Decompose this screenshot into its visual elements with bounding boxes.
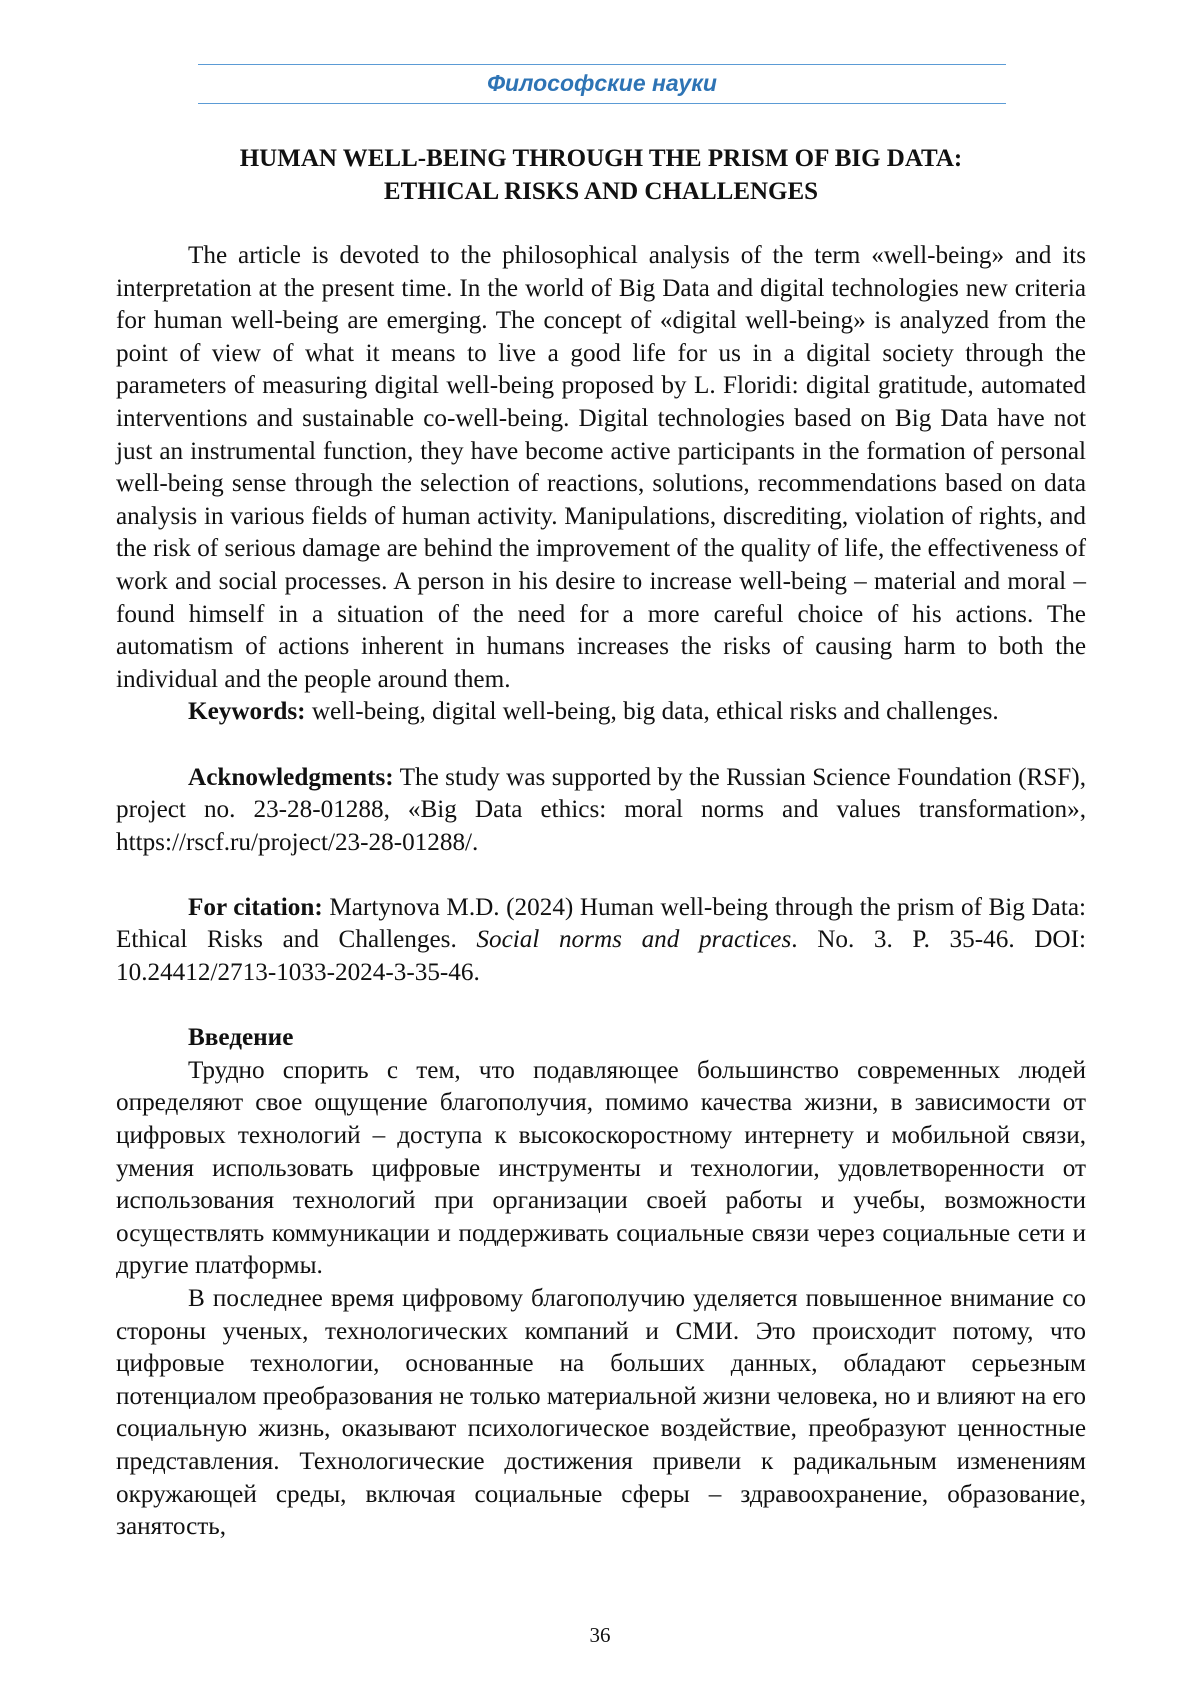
abstract-paragraph: The article is devoted to the philosophical analysis of the term «well-being» and its interpretation at the present time. In the world of Big Data and digital technologies new criteria for human well-being are emerging. The concept of «digital well-being» is analyzed from the point of view of what it means to live a good life for us in a digital society through the parameters of measuring digital well-being proposed by L. Floridi: digital gratitude, automated interventions and sustainable co-well-being. Digital technologies based on Big Data have not just an instrumental function, they have become active participants in the formation of personal well-being sense through the selection of reactions, solutions, recommendations based on data analysis in various fields of human activity. Manipulations, discrediting, violation of rights, and the risk of serious damage are behind the improvement of the quality of life, the effectiveness of work and social processes. A person in his desire to increase well-being – material and moral – found himself in a situation of the need for a more careful choice of his actions. The automatism of actions inherent in humans increases the risks of causing harm to both the individual and the people around them. [116, 242, 1086, 693]
title-line-1: HUMAN WELL-BEING THROUGH THE PRISM OF BIG DATA: [239, 145, 963, 172]
keywords-text: well-being, digital well-being, big data, ethical risks and challenges. [311, 698, 999, 726]
acknowledgments-paragraph [116, 762, 1086, 860]
citation-text-before: Martynova M.D. (2024) Human well-being through the prism of Big Data: Ethical Risks and Challenges. [116, 893, 1086, 954]
acknowledgments-label: Acknowledgments: [188, 763, 394, 791]
article-title [116, 142, 1086, 208]
citation-journal: Social norms and practices [476, 926, 792, 954]
citation-label: For citation: [188, 893, 323, 921]
acknowledgments-text: The study was supported by the Russian Science Foundation (RSF), project no. 23-28-01288, «Big Data ethics: moral norms and values transformation», https://rscf.ru/project/23-28-01288/. [116, 763, 1086, 856]
section-heading-introduction: Введение [188, 1024, 294, 1052]
intro-paragraph-2: В последнее время цифровому благополучию уделяется повышенное внимание со стороны ученых, технологических компаний и СМИ. Это происходит потому, что цифровые технологии, основанные на больших данных, обладают серьезным потенциалом преобразования не только материальной жизни человека, но и влияют на его социальную жизнь, оказывают психологическое воздействие, преобразуют ценностные представления. Технологические достижения привели к радикальным изменениям окружающей среды, включая социальные сферы – здравоохранение, образование, занятость, [116, 1285, 1086, 1541]
section-name: Философские науки [487, 70, 717, 96]
title-line-2: ETHICAL RISKS AND CHALLENGES [383, 178, 819, 205]
citation-text-after: . No. 3. P. 35-46. DOI: 10.24412/2713-1033-2024-3-35-46. [116, 926, 1086, 987]
running-header [198, 64, 1006, 104]
keywords-label: Keywords: [188, 698, 306, 726]
citation-paragraph [116, 892, 1086, 990]
article-body [116, 240, 1086, 1544]
page-number: 36 [589, 1623, 611, 1647]
intro-paragraph-1: Трудно спорить с тем, что подавляющее большинство современных людей определяют свое ощущение благополучия, помимо качества жизни, в зависимости от цифровых технологий – доступа к высокоскоростному интернету и мобильной связи, умения использовать цифровые инструменты и технологии, удовлетворенности от использования технологий при организации своей работы и учебы, возможности осуществлять коммуникации и поддерживать социальные связи через социальные сети и другие платформы. [116, 1056, 1086, 1280]
keywords-paragraph [116, 696, 1086, 729]
